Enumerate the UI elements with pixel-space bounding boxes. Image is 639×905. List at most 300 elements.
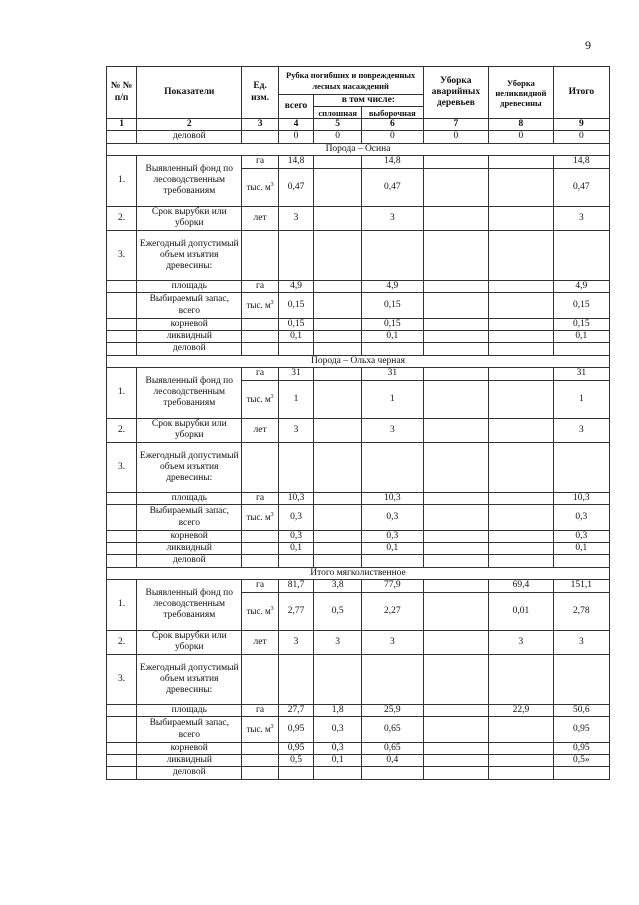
- column-number: 8: [489, 119, 554, 131]
- value-cell: [423, 717, 489, 743]
- value-cell: [314, 418, 362, 442]
- unit-cell: га: [242, 492, 278, 504]
- value-cell: [423, 319, 489, 331]
- unit-cell: [242, 743, 278, 755]
- value-cell: 4,9: [553, 280, 609, 292]
- value-cell: 0: [553, 131, 609, 143]
- value-cell: [314, 343, 362, 355]
- value-cell: [489, 654, 554, 704]
- value-cell: 0,1: [314, 755, 362, 767]
- row-number-cell: 1.: [107, 579, 137, 630]
- value-cell: [314, 492, 362, 504]
- value-cell: 81,7: [278, 579, 313, 592]
- value-cell: 0,65: [362, 743, 423, 755]
- row-number-cell: [107, 319, 137, 331]
- value-cell: 0: [362, 131, 423, 143]
- value-cell: [489, 343, 554, 355]
- indicator-cell: Ежегодный допустимый объем изъятия древесины:: [137, 230, 242, 280]
- unit-superscript: 3: [270, 724, 274, 731]
- table-row: [107, 704, 610, 716]
- table-row: [107, 131, 610, 143]
- value-cell: 0,15: [278, 319, 313, 331]
- value-cell: 0,47: [278, 168, 313, 206]
- value-cell: [314, 767, 362, 779]
- value-cell: 27,7: [278, 704, 313, 716]
- header-nn: № № п/п: [107, 67, 137, 119]
- unit-cell: га: [242, 367, 278, 380]
- value-cell: [423, 380, 489, 418]
- unit-superscript: 3: [270, 606, 274, 613]
- header-hazard: Уборка аварийных деревьев: [423, 67, 489, 119]
- table-row: [107, 630, 610, 654]
- value-cell: [423, 743, 489, 755]
- value-cell: [423, 155, 489, 168]
- column-number: 2: [137, 119, 242, 131]
- value-cell: [553, 767, 609, 779]
- value-cell: 0: [278, 131, 313, 143]
- row-number-cell: 2.: [107, 630, 137, 654]
- value-cell: 22,9: [489, 704, 554, 716]
- value-cell: [489, 230, 554, 280]
- value-cell: 50,6: [553, 704, 609, 716]
- unit-superscript: 3: [270, 512, 274, 519]
- value-cell: [423, 206, 489, 230]
- value-cell: 69,4: [489, 579, 554, 592]
- value-cell: 3: [362, 418, 423, 442]
- value-cell: [553, 442, 609, 492]
- column-number: 4: [278, 119, 313, 131]
- value-cell: 0,3: [278, 505, 313, 531]
- indicator-cell: Выявленный фонд по лесоводственным требованиям: [137, 155, 242, 206]
- indicator-cell: деловой: [137, 767, 242, 779]
- value-cell: 31: [278, 367, 313, 380]
- table-row: [107, 654, 610, 704]
- indicator-cell: Срок вырубки или уборки: [137, 206, 242, 230]
- value-cell: [314, 168, 362, 206]
- unit-superscript: 3: [270, 182, 274, 188]
- value-cell: [423, 331, 489, 343]
- value-cell: [314, 442, 362, 492]
- indicator-cell: деловой: [137, 555, 242, 567]
- row-number-cell: [107, 743, 137, 755]
- row-number-cell: 2.: [107, 418, 137, 442]
- indicator-cell: Выявленный фонд по лесоводственным требованиям: [137, 579, 242, 630]
- unit-cell: лет: [242, 206, 278, 230]
- unit-cell: [242, 380, 278, 418]
- value-cell: [423, 592, 489, 630]
- table-row: [107, 280, 610, 292]
- row-number-cell: 3.: [107, 442, 137, 492]
- value-cell: [423, 579, 489, 592]
- table-row: [107, 155, 610, 168]
- value-cell: 0,15: [278, 293, 313, 319]
- table-row: [107, 755, 610, 767]
- unit-cell: [242, 168, 278, 206]
- column-number: 1: [107, 119, 137, 131]
- header-indicator: Показатели: [137, 67, 242, 119]
- header-nonliquid: Уборка неликвидной древесины: [489, 67, 554, 119]
- value-cell: 31: [553, 367, 609, 380]
- indicator-cell: площадь: [137, 492, 242, 504]
- value-cell: 1: [553, 380, 609, 418]
- value-cell: 0: [314, 131, 362, 143]
- indicator-cell: корневой: [137, 743, 242, 755]
- row-number-cell: [107, 543, 137, 555]
- value-cell: [489, 367, 554, 380]
- value-cell: [489, 555, 554, 567]
- value-cell: 0,5»: [553, 755, 609, 767]
- page-number: 9: [585, 38, 591, 52]
- value-cell: 0,15: [362, 293, 423, 319]
- unit-cell: лет: [242, 630, 278, 654]
- indicator-cell: Выбираемый запас, всего: [137, 293, 242, 319]
- value-cell: [362, 767, 423, 779]
- indicator-cell: деловой: [137, 343, 242, 355]
- value-cell: 0,3: [314, 743, 362, 755]
- header-unit: Ед. изм.: [242, 67, 278, 119]
- value-cell: [489, 767, 554, 779]
- unit-cell: га: [242, 704, 278, 716]
- row-number-cell: [107, 704, 137, 716]
- row-number-cell: [107, 717, 137, 743]
- value-cell: 2,77: [278, 592, 313, 630]
- value-cell: 0,1: [553, 543, 609, 555]
- unit-cell: [242, 717, 278, 743]
- indicator-cell: корневой: [137, 531, 242, 543]
- value-cell: [489, 418, 554, 442]
- row-number-cell: [107, 555, 137, 567]
- header-selective: выборочная: [362, 107, 423, 119]
- table-row: [107, 505, 610, 531]
- value-cell: 0,3: [278, 531, 313, 543]
- row-number-cell: [107, 331, 137, 343]
- unit-cell: [242, 131, 278, 143]
- section-title: Порода – Ольха черная: [107, 355, 610, 367]
- table-row: [107, 555, 610, 567]
- value-cell: [423, 531, 489, 543]
- unit-cell: [242, 442, 278, 492]
- value-cell: [423, 767, 489, 779]
- table-row: [107, 418, 610, 442]
- value-cell: 0,3: [314, 717, 362, 743]
- value-cell: 0,3: [362, 505, 423, 531]
- value-cell: [489, 755, 554, 767]
- value-cell: [423, 543, 489, 555]
- value-cell: 31: [362, 367, 423, 380]
- table-row: [107, 543, 610, 555]
- value-cell: [314, 331, 362, 343]
- indicator-cell: деловой: [137, 131, 242, 143]
- value-cell: [314, 280, 362, 292]
- table-row: [107, 206, 610, 230]
- value-cell: 2,27: [362, 592, 423, 630]
- indicator-cell: Выбираемый запас, всего: [137, 717, 242, 743]
- value-cell: [278, 230, 313, 280]
- value-cell: [489, 531, 554, 543]
- value-cell: [489, 206, 554, 230]
- section-title-row: [107, 567, 610, 579]
- indicator-cell: Срок вырубки или уборки: [137, 418, 242, 442]
- value-cell: 0,15: [553, 319, 609, 331]
- value-cell: 14,8: [553, 155, 609, 168]
- value-cell: 3: [553, 630, 609, 654]
- row-number-cell: 1.: [107, 367, 137, 418]
- value-cell: 0,01: [489, 592, 554, 630]
- value-cell: 3: [553, 206, 609, 230]
- indicator-cell: Ежегодный допустимый объем изъятия древесины:: [137, 442, 242, 492]
- value-cell: 0,47: [362, 168, 423, 206]
- value-cell: 10,3: [362, 492, 423, 504]
- unit-superscript: 3: [270, 300, 274, 307]
- row-number-cell: [107, 131, 137, 143]
- value-cell: 1,8: [314, 704, 362, 716]
- table-row: [107, 717, 610, 743]
- unit-cell: [242, 230, 278, 280]
- unit-cell: га: [242, 579, 278, 592]
- value-cell: [489, 293, 554, 319]
- value-cell: 10,3: [553, 492, 609, 504]
- table-row: [107, 579, 610, 592]
- value-cell: [423, 280, 489, 292]
- indicator-cell: Ежегодный допустимый объем изъятия древесины:: [137, 654, 242, 704]
- value-cell: [423, 343, 489, 355]
- section-title: Порода – Осина: [107, 143, 610, 155]
- value-cell: [423, 630, 489, 654]
- value-cell: [314, 367, 362, 380]
- row-number-cell: [107, 492, 137, 504]
- table-row: [107, 331, 610, 343]
- unit-cell: [242, 505, 278, 531]
- value-cell: [489, 505, 554, 531]
- unit-cell: [242, 755, 278, 767]
- indicator-cell: ликвидный: [137, 543, 242, 555]
- value-cell: [489, 168, 554, 206]
- value-cell: 3: [278, 418, 313, 442]
- value-cell: 25,9: [362, 704, 423, 716]
- value-cell: 3: [314, 630, 362, 654]
- table-row: [107, 442, 610, 492]
- unit-text: тыс. м: [246, 512, 271, 523]
- table-row: [107, 343, 610, 355]
- value-cell: [423, 555, 489, 567]
- value-cell: [314, 654, 362, 704]
- value-cell: 0,15: [362, 319, 423, 331]
- value-cell: 4,9: [278, 280, 313, 292]
- row-number-cell: 3.: [107, 654, 137, 704]
- value-cell: [553, 654, 609, 704]
- column-number: 9: [553, 119, 609, 131]
- indicator-cell: ликвидный: [137, 755, 242, 767]
- row-number-cell: 3.: [107, 230, 137, 280]
- unit-cell: [242, 543, 278, 555]
- value-cell: 151,1: [553, 579, 609, 592]
- row-number-cell: [107, 767, 137, 779]
- unit-cell: [242, 592, 278, 630]
- value-cell: 0,1: [553, 331, 609, 343]
- forest-logging-table: [106, 66, 610, 780]
- row-number-cell: [107, 531, 137, 543]
- value-cell: 0,95: [553, 743, 609, 755]
- section-title-row: [107, 143, 610, 155]
- header-clear: сплошная: [314, 107, 362, 119]
- value-cell: [489, 717, 554, 743]
- table-row: [107, 319, 610, 331]
- value-cell: [423, 505, 489, 531]
- table-row: [107, 767, 610, 779]
- value-cell: 0,15: [553, 293, 609, 319]
- unit-cell: га: [242, 155, 278, 168]
- value-cell: 0,5: [278, 755, 313, 767]
- value-cell: [489, 492, 554, 504]
- value-cell: [489, 380, 554, 418]
- unit-text: тыс. м: [246, 182, 271, 192]
- column-numbers-row: [107, 119, 610, 131]
- value-cell: 0,5: [314, 592, 362, 630]
- value-cell: 0,95: [553, 717, 609, 743]
- value-cell: [362, 230, 423, 280]
- value-cell: [314, 531, 362, 543]
- unit-cell: [242, 767, 278, 779]
- value-cell: 0,4: [362, 755, 423, 767]
- value-cell: [423, 418, 489, 442]
- value-cell: 3: [278, 630, 313, 654]
- unit-cell: лет: [242, 418, 278, 442]
- value-cell: 0,1: [278, 331, 313, 343]
- value-cell: [489, 280, 554, 292]
- value-cell: [314, 206, 362, 230]
- value-cell: 1: [362, 380, 423, 418]
- value-cell: 3: [553, 418, 609, 442]
- value-cell: 4,9: [362, 280, 423, 292]
- unit-cell: [242, 293, 278, 319]
- value-cell: 1: [278, 380, 313, 418]
- value-cell: [423, 704, 489, 716]
- unit-text: тыс. м: [246, 300, 271, 311]
- value-cell: [314, 543, 362, 555]
- value-cell: 0,65: [362, 717, 423, 743]
- value-cell: [423, 755, 489, 767]
- row-number-cell: 1.: [107, 155, 137, 206]
- indicator-cell: площадь: [137, 704, 242, 716]
- value-cell: [278, 654, 313, 704]
- value-cell: [278, 343, 313, 355]
- value-cell: [423, 442, 489, 492]
- row-number-cell: [107, 280, 137, 292]
- table-body: [107, 131, 610, 779]
- value-cell: [423, 367, 489, 380]
- table-row: [107, 367, 610, 380]
- row-number-cell: [107, 505, 137, 531]
- value-cell: 3,8: [314, 579, 362, 592]
- table-row: [107, 531, 610, 543]
- header-including: в том числе:: [314, 95, 423, 107]
- value-cell: [278, 767, 313, 779]
- value-cell: 0: [423, 131, 489, 143]
- value-cell: [553, 343, 609, 355]
- indicator-cell: Выявленный фонд по лесоводственным требованиям: [137, 367, 242, 418]
- value-cell: 2,78: [553, 592, 609, 630]
- value-cell: [278, 442, 313, 492]
- value-cell: [362, 442, 423, 492]
- unit-cell: [242, 331, 278, 343]
- value-cell: [314, 319, 362, 331]
- value-cell: 3: [362, 206, 423, 230]
- header-total: всего: [278, 95, 313, 119]
- unit-text: тыс. м: [246, 606, 271, 617]
- unit-cell: [242, 319, 278, 331]
- value-cell: 0,1: [362, 543, 423, 555]
- indicator-cell: ликвидный: [137, 331, 242, 343]
- indicator-cell: корневой: [137, 319, 242, 331]
- unit-text: тыс. м: [246, 394, 271, 405]
- column-number: 7: [423, 119, 489, 131]
- value-cell: [489, 331, 554, 343]
- header-logging-group: Рубка погибших и поврежденных лесных насаждений: [278, 67, 423, 95]
- value-cell: [314, 505, 362, 531]
- value-cell: [553, 230, 609, 280]
- value-cell: 0,95: [278, 717, 313, 743]
- section-title: Итого мягколиственное: [107, 567, 610, 579]
- row-number-cell: [107, 755, 137, 767]
- indicator-cell: площадь: [137, 280, 242, 292]
- row-number-cell: [107, 343, 137, 355]
- value-cell: 14,8: [362, 155, 423, 168]
- value-cell: [362, 343, 423, 355]
- section-title-row: [107, 355, 610, 367]
- value-cell: 0,3: [362, 531, 423, 543]
- table-row: [107, 230, 610, 280]
- value-cell: 77,9: [362, 579, 423, 592]
- value-cell: 0,3: [553, 531, 609, 543]
- value-cell: [314, 380, 362, 418]
- unit-text: тыс. м: [246, 724, 271, 735]
- value-cell: [362, 555, 423, 567]
- value-cell: [553, 555, 609, 567]
- value-cell: [314, 155, 362, 168]
- indicator-cell: Выбираемый запас, всего: [137, 505, 242, 531]
- value-cell: [362, 654, 423, 704]
- column-number: 6: [362, 119, 423, 131]
- value-cell: [423, 654, 489, 704]
- table-row: [107, 492, 610, 504]
- value-cell: [314, 555, 362, 567]
- value-cell: 0,1: [362, 331, 423, 343]
- unit-cell: [242, 654, 278, 704]
- value-cell: [489, 155, 554, 168]
- value-cell: 3: [278, 206, 313, 230]
- value-cell: [423, 492, 489, 504]
- value-cell: 0,1: [278, 543, 313, 555]
- column-number: 3: [242, 119, 278, 131]
- table-row: [107, 293, 610, 319]
- table-row: [107, 743, 610, 755]
- value-cell: [489, 543, 554, 555]
- value-cell: [423, 293, 489, 319]
- unit-superscript: 3: [270, 394, 274, 401]
- value-cell: [423, 168, 489, 206]
- value-cell: [423, 230, 489, 280]
- value-cell: [314, 230, 362, 280]
- value-cell: 0,95: [278, 743, 313, 755]
- value-cell: 0,3: [553, 505, 609, 531]
- unit-cell: [242, 343, 278, 355]
- indicator-cell: Срок вырубки или уборки: [137, 630, 242, 654]
- value-cell: [314, 293, 362, 319]
- column-number: 5: [314, 119, 362, 131]
- value-cell: 0: [489, 131, 554, 143]
- value-cell: 10,3: [278, 492, 313, 504]
- value-cell: [489, 743, 554, 755]
